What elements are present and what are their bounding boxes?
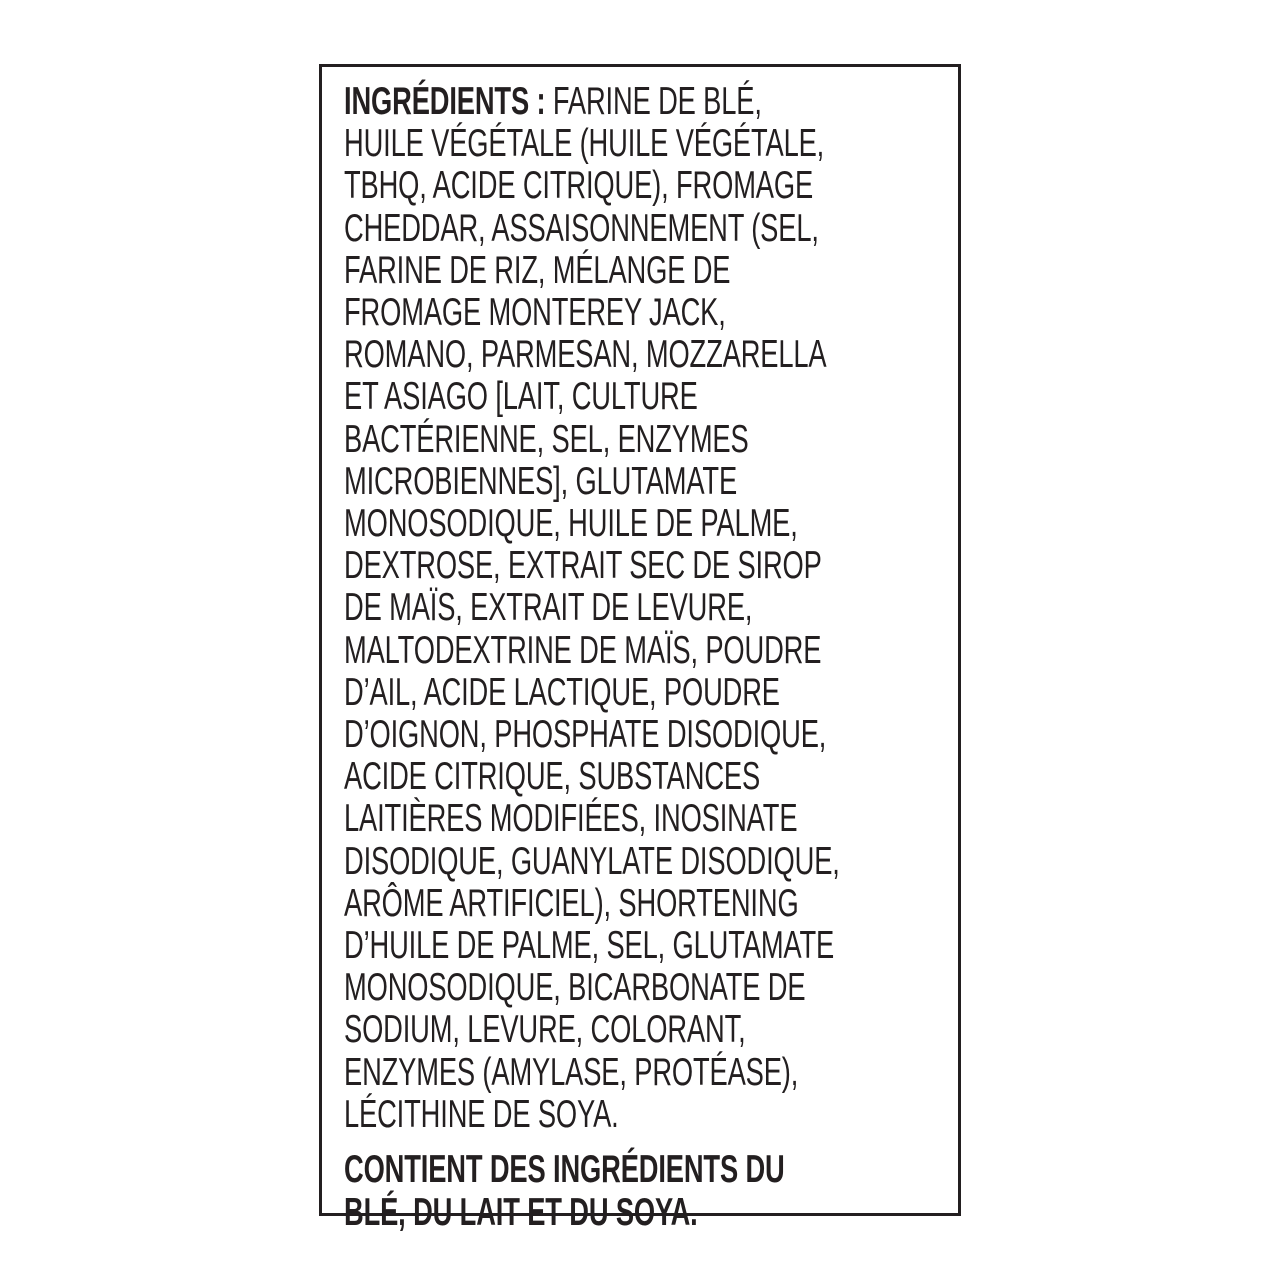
- ingredients-label-panel: [319, 64, 961, 1235]
- ingredients-line-1: [344, 81, 974, 123]
- ingredients-line: ENZYMES (AMYLASE, PROTÉASE),: [344, 1050, 799, 1094]
- ingredients-line: ARÔME ARTIFICIEL), SHORTENING: [344, 881, 799, 925]
- ingredients-line: ROMANO, PARMESAN, MOZZARELLA: [344, 333, 827, 377]
- ingredients-line: FARINE DE RIZ, MÉLANGE DE: [344, 248, 731, 292]
- ingredients-line: SODIUM, LEVURE, COLORANT,: [344, 1008, 746, 1052]
- allergen-statement: [344, 1148, 974, 1234]
- ingredients-line: MONOSODIQUE, BICARBONATE DE: [344, 966, 806, 1010]
- ingredients-line: DEXTROSE, EXTRAIT SEC DE SIROP: [344, 544, 822, 588]
- ingredients-line: FROMAGE MONTEREY JACK,: [344, 291, 726, 335]
- ingredients-line-text: FARINE DE BLÉ,: [545, 80, 762, 123]
- ingredients-line: ET ASIAGO [LAIT, CULTURE: [344, 375, 698, 419]
- ingredients-line: D’AIL, ACIDE LACTIQUE, POUDRE: [344, 670, 780, 714]
- ingredients-text-block: [344, 81, 974, 1234]
- ingredients-line: D’OIGNON, PHOSPHATE DISODIQUE,: [344, 713, 827, 757]
- ingredients-line: HUILE VÉGÉTALE (HUILE VÉGÉTALE,: [344, 122, 825, 166]
- allergen-line: BLÉ, DU LAIT ET DU SOYA.: [344, 1191, 698, 1235]
- ingredients-line: MICROBIENNES], GLUTAMATE: [344, 459, 738, 503]
- ingredients-line: MALTODEXTRINE DE MAÏS, POUDRE: [344, 628, 822, 672]
- ingredients-heading: INGRÉDIENTS :: [344, 80, 546, 123]
- ingredients-line: BACTÉRIENNE, SEL, ENZYMES: [344, 417, 749, 461]
- ingredients-line: ACIDE CITRIQUE, SUBSTANCES: [344, 755, 761, 799]
- ingredients-line: TBHQ, ACIDE CITRIQUE), FROMAGE: [344, 164, 814, 208]
- ingredients-line: DISODIQUE, GUANYLATE DISODIQUE,: [344, 839, 840, 883]
- ingredients-line: DE MAÏS, EXTRAIT DE LEVURE,: [344, 586, 753, 630]
- ingredients-line: LAITIÈRES MODIFIÉES, INOSINATE: [344, 797, 798, 841]
- ingredients-line: LÉCITHINE DE SOYA.: [344, 1092, 619, 1136]
- ingredients-line: CHEDDAR, ASSAISONNEMENT (SEL,: [344, 206, 819, 250]
- ingredients-line: MONOSODIQUE, HUILE DE PALME,: [344, 502, 798, 546]
- allergen-line: CONTIENT DES INGRÉDIENTS DU: [344, 1148, 785, 1192]
- ingredients-line: D’HUILE DE PALME, SEL, GLUTAMATE: [344, 924, 835, 968]
